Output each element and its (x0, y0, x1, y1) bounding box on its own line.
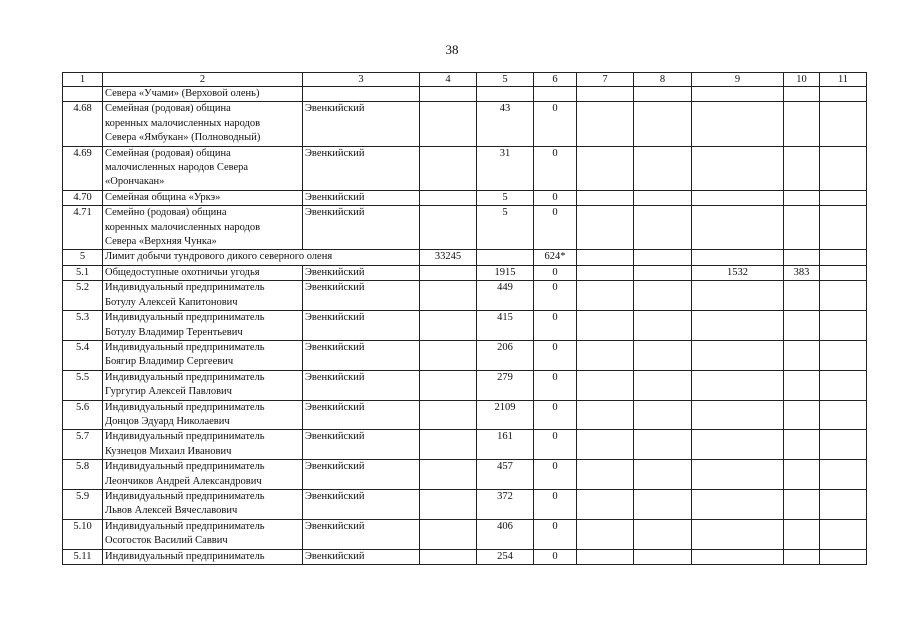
row-people-cell: Эвенкийский (303, 400, 420, 430)
empty-cell-col11 (820, 311, 867, 341)
row-number-cell: 4.71 (63, 206, 103, 250)
row-name-cell: Индивидуальный предприниматель Донцов Эдуард Николаевич (103, 400, 303, 430)
value-cell-col10 (784, 519, 820, 549)
row-number-cell: 5.7 (63, 430, 103, 460)
empty-cell-col7 (577, 519, 634, 549)
value-cell-col4 (420, 146, 477, 190)
row-name-cell: Индивидуальный предприниматель Львов Алексей Вячеславович (103, 489, 303, 519)
table-row (63, 430, 867, 460)
header-row (63, 73, 867, 87)
row-number-cell: 5 (63, 250, 103, 265)
empty-cell-col11 (820, 549, 867, 564)
value-cell-col4 (420, 102, 477, 146)
value-cell-col4 (420, 549, 477, 564)
empty-cell-col7 (577, 87, 634, 102)
value-cell-col5: 415 (477, 311, 534, 341)
empty-cell-col11 (820, 102, 867, 146)
value-cell-col9 (692, 549, 784, 564)
value-cell-col6: 0 (534, 265, 577, 280)
empty-cell-col8 (634, 146, 692, 190)
empty-cell-col7 (577, 430, 634, 460)
empty-cell-col8 (634, 250, 692, 265)
value-cell-col4 (420, 400, 477, 430)
row-number-cell: 5.9 (63, 489, 103, 519)
empty-cell-col8 (634, 265, 692, 280)
value-cell-col5: 372 (477, 489, 534, 519)
empty-cell-col7 (577, 370, 634, 400)
table-row (63, 102, 867, 146)
header-cell: 9 (692, 73, 784, 87)
row-people-cell: Эвенкийский (303, 190, 420, 205)
empty-cell-col7 (577, 400, 634, 430)
value-cell-col9 (692, 400, 784, 430)
empty-cell-col11 (820, 87, 867, 102)
value-cell-col6: 0 (534, 519, 577, 549)
empty-cell-col11 (820, 460, 867, 490)
value-cell-col4: 33245 (420, 250, 477, 265)
value-cell-col4 (420, 370, 477, 400)
value-cell-col10 (784, 206, 820, 250)
row-number-cell: 4.70 (63, 190, 103, 205)
value-cell-col5: 279 (477, 370, 534, 400)
empty-cell-col11 (820, 489, 867, 519)
value-cell-col6: 0 (534, 340, 577, 370)
header-cell: 2 (103, 73, 303, 87)
row-people-cell: Эвенкийский (303, 206, 420, 250)
row-people-cell: Эвенкийский (303, 265, 420, 280)
row-name-cell: Лимит добычи тундрового дикого северного оленя (103, 250, 420, 265)
row-name-cell: Индивидуальный предприниматель Леончиков Андрей Александрович (103, 460, 303, 490)
value-cell-col10 (784, 311, 820, 341)
empty-cell-col7 (577, 250, 634, 265)
empty-cell-col7 (577, 146, 634, 190)
row-number-cell: 5.3 (63, 311, 103, 341)
empty-cell-col8 (634, 489, 692, 519)
value-cell-col4 (420, 489, 477, 519)
empty-cell-col7 (577, 460, 634, 490)
value-cell-col6: 0 (534, 206, 577, 250)
empty-cell-col11 (820, 370, 867, 400)
value-cell-col10 (784, 146, 820, 190)
value-cell-col10 (784, 102, 820, 146)
header-cell: 11 (820, 73, 867, 87)
table-row (63, 190, 867, 205)
value-cell-col10 (784, 250, 820, 265)
table-row (63, 460, 867, 490)
row-number-cell (63, 87, 103, 102)
row-name-cell: Семейная община «Уркэ» (103, 190, 303, 205)
data-table (62, 72, 867, 565)
empty-cell-col11 (820, 206, 867, 250)
row-name-cell: Индивидуальный предприниматель Кузнецов Михаил Иванович (103, 430, 303, 460)
row-name-cell: Семейно (родовая) община коренных малочисленных народов Севера «Верхняя Чунка» (103, 206, 303, 250)
empty-cell-col11 (820, 146, 867, 190)
value-cell-col9 (692, 190, 784, 205)
empty-cell-col7 (577, 340, 634, 370)
value-cell-col9 (692, 206, 784, 250)
value-cell-col10: 383 (784, 265, 820, 280)
row-name-cell: Индивидуальный предприниматель Осогосток Василий Саввич (103, 519, 303, 549)
empty-cell-col11 (820, 281, 867, 311)
value-cell-col6: 0 (534, 370, 577, 400)
table-row (63, 370, 867, 400)
value-cell-col10 (784, 87, 820, 102)
table-row (63, 265, 867, 280)
empty-cell-col11 (820, 519, 867, 549)
empty-cell-col8 (634, 87, 692, 102)
value-cell-col4 (420, 190, 477, 205)
table-row (63, 87, 867, 102)
empty-cell-col8 (634, 340, 692, 370)
header-cell: 7 (577, 73, 634, 87)
empty-cell-col8 (634, 102, 692, 146)
row-number-cell: 4.68 (63, 102, 103, 146)
row-people-cell: Эвенкийский (303, 146, 420, 190)
value-cell-col5: 31 (477, 146, 534, 190)
table-row (63, 206, 867, 250)
table-row (63, 250, 867, 265)
value-cell-col10 (784, 460, 820, 490)
empty-cell-col7 (577, 311, 634, 341)
header-cell: 6 (534, 73, 577, 87)
table-row (63, 400, 867, 430)
value-cell-col10 (784, 549, 820, 564)
empty-cell-col7 (577, 489, 634, 519)
value-cell-col6: 0 (534, 489, 577, 519)
row-name-cell: Севера «Учами» (Верховой олень) (103, 87, 303, 102)
empty-cell-col8 (634, 519, 692, 549)
row-number-cell: 5.4 (63, 340, 103, 370)
value-cell-col4 (420, 206, 477, 250)
empty-cell-col7 (577, 206, 634, 250)
table-row (63, 340, 867, 370)
empty-cell-col7 (577, 190, 634, 205)
table-row (63, 311, 867, 341)
value-cell-col5: 5 (477, 190, 534, 205)
value-cell-col6: 0 (534, 430, 577, 460)
row-people-cell (303, 87, 420, 102)
value-cell-col9 (692, 311, 784, 341)
row-name-cell: Индивидуальный предприниматель (103, 549, 303, 564)
row-people-cell: Эвенкийский (303, 370, 420, 400)
row-number-cell: 5.1 (63, 265, 103, 280)
empty-cell-col8 (634, 460, 692, 490)
value-cell-col5: 206 (477, 340, 534, 370)
empty-cell-col11 (820, 190, 867, 205)
row-name-cell: Индивидуальный предприниматель Гургугир Алексей Павлович (103, 370, 303, 400)
value-cell-col4 (420, 519, 477, 549)
row-people-cell: Эвенкийский (303, 311, 420, 341)
row-name-cell: Семейная (родовая) община коренных малочисленных народов Севера «Ямбукан» (Полноводный) (103, 102, 303, 146)
value-cell-col5 (477, 250, 534, 265)
value-cell-col5: 406 (477, 519, 534, 549)
value-cell-col5: 1915 (477, 265, 534, 280)
value-cell-col9 (692, 430, 784, 460)
value-cell-col6: 0 (534, 190, 577, 205)
value-cell-col9: 1532 (692, 265, 784, 280)
row-number-cell: 4.69 (63, 146, 103, 190)
value-cell-col9 (692, 370, 784, 400)
value-cell-col9 (692, 489, 784, 519)
row-number-cell: 5.2 (63, 281, 103, 311)
empty-cell-col7 (577, 281, 634, 311)
table-body (63, 73, 867, 565)
value-cell-col4 (420, 87, 477, 102)
table-row (63, 549, 867, 564)
value-cell-col10 (784, 190, 820, 205)
value-cell-col5: 254 (477, 549, 534, 564)
value-cell-col9 (692, 281, 784, 311)
row-people-cell: Эвенкийский (303, 460, 420, 490)
row-number-cell: 5.5 (63, 370, 103, 400)
header-cell: 10 (784, 73, 820, 87)
value-cell-col9 (692, 87, 784, 102)
empty-cell-col11 (820, 265, 867, 280)
table-row (63, 519, 867, 549)
table-row (63, 489, 867, 519)
row-name-cell: Семейная (родовая) община малочисленных народов Севера «Орончакан» (103, 146, 303, 190)
empty-cell-col11 (820, 430, 867, 460)
header-cell: 4 (420, 73, 477, 87)
empty-cell-col7 (577, 102, 634, 146)
empty-cell-col11 (820, 400, 867, 430)
row-number-cell: 5.6 (63, 400, 103, 430)
row-people-cell: Эвенкийский (303, 549, 420, 564)
value-cell-col6: 0 (534, 460, 577, 490)
row-people-cell: Эвенкийский (303, 340, 420, 370)
table-row (63, 281, 867, 311)
value-cell-col9 (692, 250, 784, 265)
value-cell-col4 (420, 460, 477, 490)
empty-cell-col8 (634, 311, 692, 341)
empty-cell-col8 (634, 206, 692, 250)
value-cell-col9 (692, 102, 784, 146)
table-row (63, 146, 867, 190)
empty-cell-col7 (577, 265, 634, 280)
value-cell-col10 (784, 370, 820, 400)
value-cell-col10 (784, 400, 820, 430)
row-number-cell: 5.8 (63, 460, 103, 490)
value-cell-col5: 449 (477, 281, 534, 311)
header-cell: 1 (63, 73, 103, 87)
value-cell-col9 (692, 146, 784, 190)
empty-cell-col8 (634, 430, 692, 460)
empty-cell-col11 (820, 250, 867, 265)
value-cell-col10 (784, 430, 820, 460)
value-cell-col6: 0 (534, 281, 577, 311)
row-number-cell: 5.11 (63, 549, 103, 564)
value-cell-col9 (692, 340, 784, 370)
value-cell-col9 (692, 519, 784, 549)
empty-cell-col11 (820, 340, 867, 370)
row-people-cell: Эвенкийский (303, 519, 420, 549)
row-name-cell: Индивидуальный предприниматель Ботулу Алексей Капитонович (103, 281, 303, 311)
value-cell-col5 (477, 87, 534, 102)
value-cell-col6: 0 (534, 102, 577, 146)
header-cell: 8 (634, 73, 692, 87)
empty-cell-col8 (634, 370, 692, 400)
value-cell-col10 (784, 281, 820, 311)
value-cell-col4 (420, 311, 477, 341)
value-cell-col10 (784, 340, 820, 370)
header-cell: 3 (303, 73, 420, 87)
row-people-cell: Эвенкийский (303, 281, 420, 311)
empty-cell-col8 (634, 281, 692, 311)
value-cell-col6 (534, 87, 577, 102)
value-cell-col6: 0 (534, 146, 577, 190)
value-cell-col6: 0 (534, 400, 577, 430)
value-cell-col10 (784, 489, 820, 519)
value-cell-col5: 161 (477, 430, 534, 460)
row-people-cell: Эвенкийский (303, 489, 420, 519)
empty-cell-col8 (634, 400, 692, 430)
value-cell-col5: 2109 (477, 400, 534, 430)
header-cell: 5 (477, 73, 534, 87)
value-cell-col4 (420, 430, 477, 460)
row-people-cell: Эвенкийский (303, 430, 420, 460)
empty-cell-col8 (634, 190, 692, 205)
value-cell-col9 (692, 460, 784, 490)
row-people-cell: Эвенкийский (303, 102, 420, 146)
value-cell-col5: 457 (477, 460, 534, 490)
value-cell-col6: 624* (534, 250, 577, 265)
value-cell-col4 (420, 281, 477, 311)
page-number: 38 (445, 42, 459, 57)
row-name-cell: Индивидуальный предприниматель Боягир Владимир Сергеевич (103, 340, 303, 370)
row-name-cell: Индивидуальный предприниматель Ботулу Владимир Терентьевич (103, 311, 303, 341)
value-cell-col5: 43 (477, 102, 534, 146)
row-number-cell: 5.10 (63, 519, 103, 549)
value-cell-col4 (420, 265, 477, 280)
value-cell-col6: 0 (534, 311, 577, 341)
empty-cell-col8 (634, 549, 692, 564)
value-cell-col6: 0 (534, 549, 577, 564)
value-cell-col4 (420, 340, 477, 370)
row-name-cell: Общедоступные охотничьи угодья (103, 265, 303, 280)
empty-cell-col7 (577, 549, 634, 564)
value-cell-col5: 5 (477, 206, 534, 250)
